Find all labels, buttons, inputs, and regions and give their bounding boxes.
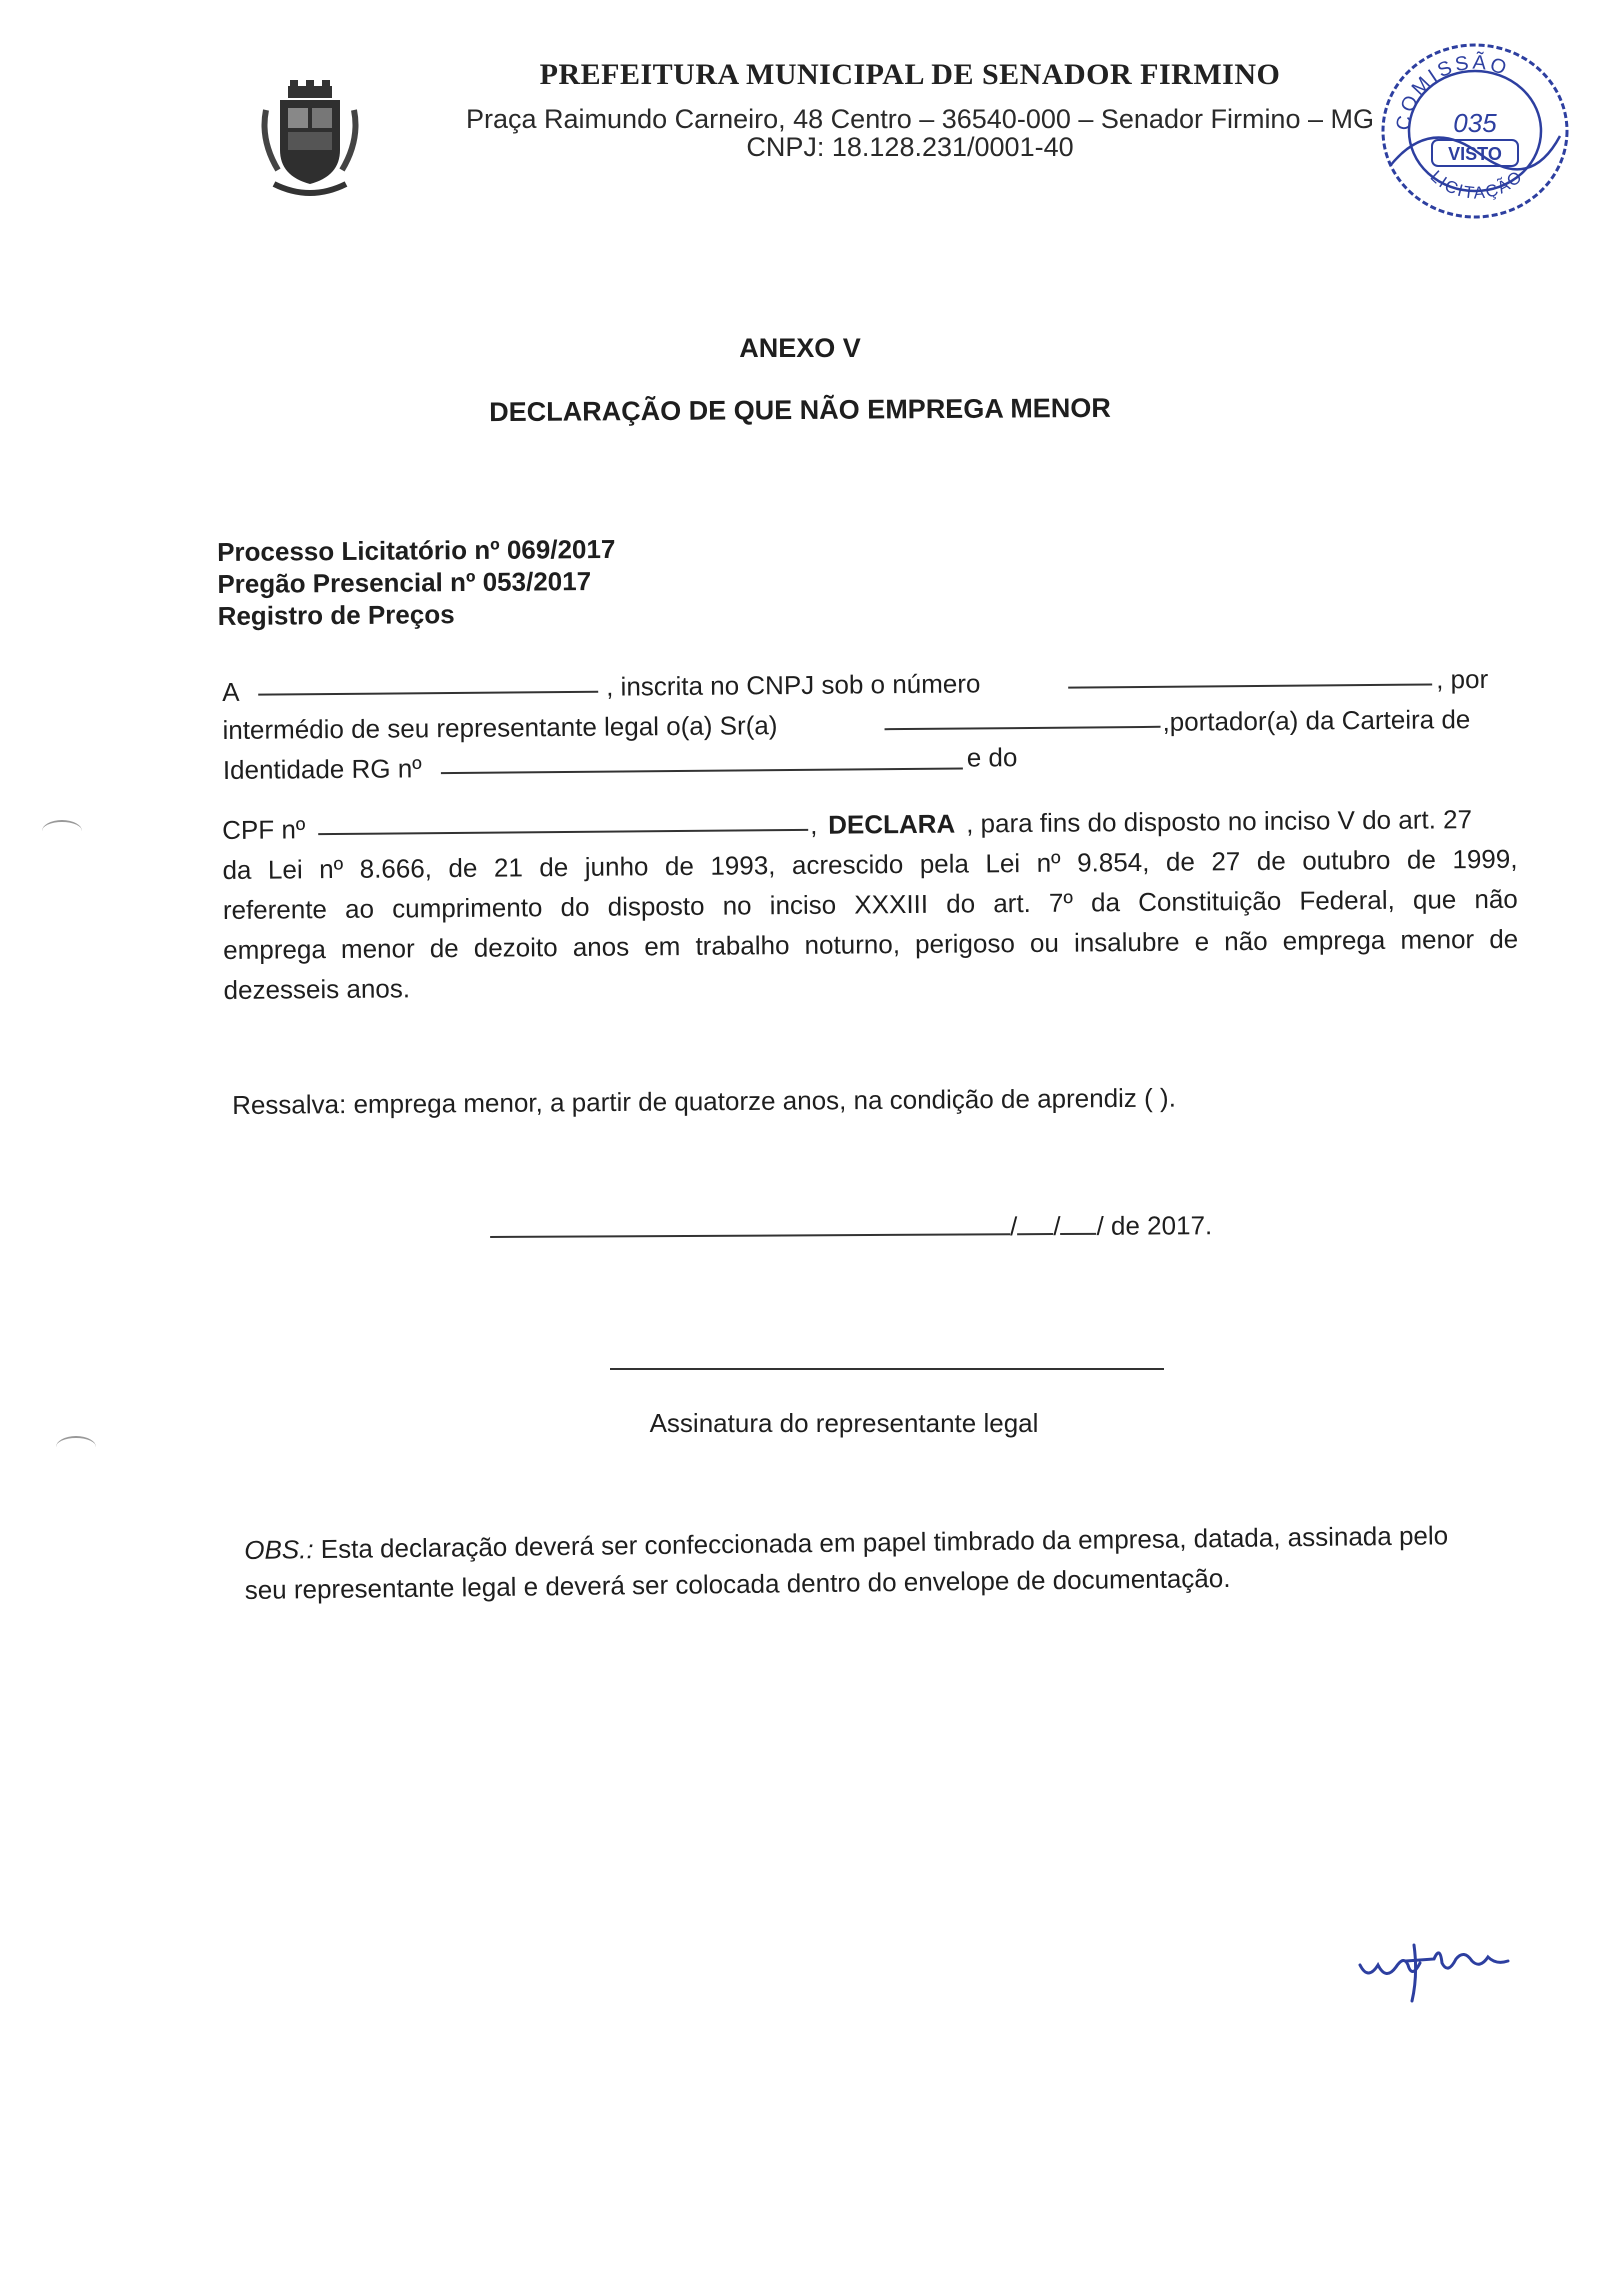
obs-text: Esta declaração deverá ser confeccionada em papel timbrado da empresa, datada, assinada pelo (313, 1520, 1449, 1565)
stamp-number: 035 (1453, 108, 1497, 138)
date-line (490, 1208, 1212, 1245)
handwritten-initials (1356, 1935, 1536, 2005)
scan-margin-mark (42, 820, 82, 842)
process-number: Processo Licitatório nº 069/2017 (217, 533, 616, 567)
text-emprega-menor: emprega menor de dezoito anos em trabalho noturno, perigoso ou insalubre e não emprega menor de (223, 923, 1519, 965)
text-constituicao: referente ao cumprimento do disposto no inciso XXXIII do art. 7º da Constituição Federal, que não (222, 883, 1518, 925)
text-dezesseis: dezesseis anos. (223, 973, 411, 1005)
month-field[interactable] (1060, 1209, 1096, 1235)
registro-precos: Registro de Preços (217, 599, 455, 631)
obs-note (244, 1514, 1545, 1610)
company-name-field[interactable] (258, 667, 598, 696)
process-info (217, 533, 616, 632)
text-comma: , (810, 809, 818, 840)
day-field[interactable] (1017, 1209, 1053, 1235)
date-sep-2: / (1053, 1211, 1061, 1242)
stamp-top-text: COMISSÃO (1392, 51, 1512, 132)
signature-line[interactable] (610, 1368, 1164, 1370)
text-intermedio: intermédio de seu representante legal o(a) Sr(a) (222, 710, 778, 745)
signature-label: Assinatura do representante legal (649, 1408, 1039, 1438)
annex-title: ANEXO V (739, 333, 861, 363)
declaration-title: DECLARAÇÃO DE QUE NÃO EMPREGA MENOR (489, 392, 1111, 428)
scan-margin-mark (56, 1436, 96, 1458)
header-org-name: PREFEITURA MUNICIPAL DE SENADOR FIRMINO (539, 58, 1281, 91)
ressalva-text: Ressalva: emprega menor, a partir de quatorze anos, na condição de aprendiz ( ). (232, 1082, 1176, 1120)
text-a: A (222, 676, 240, 707)
text-e-do: e do (966, 742, 1018, 773)
text-portador: ,portador(a) da Carteira de (1162, 704, 1471, 737)
text-declara-rest: , para fins do disposto no inciso V do art. 27 (966, 804, 1473, 839)
text-por: , por (1435, 663, 1489, 695)
commission-stamp-icon (1370, 36, 1580, 226)
municipal-coat-of-arms-icon (258, 80, 362, 204)
header-cnpj: CNPJ: 18.128.231/0001-40 (746, 132, 1074, 162)
stamp-middle-text: VISTO (1448, 144, 1502, 164)
text-identidade: Identidade RG nº (222, 753, 422, 785)
cpf-field[interactable] (318, 805, 808, 835)
pregao-number: Pregão Presencial nº 053/2017 (217, 566, 592, 599)
date-year: / de 2017. (1096, 1210, 1213, 1241)
declaration-paragraph-1 (222, 659, 1523, 790)
obs-label: OBS.: (244, 1534, 314, 1565)
declaration-paragraph-2 (222, 799, 1524, 1010)
obs-text-2: seu representante legal e deverá ser colocada dentro do envelope de documentação. (244, 1562, 1231, 1605)
text-cpf: CPF nº (222, 814, 306, 845)
place-field[interactable] (490, 1209, 1010, 1238)
text-declara: DECLARA (828, 808, 956, 840)
stamp-bottom-text: LICITAÇÃO (1426, 166, 1528, 203)
representative-name-field[interactable] (884, 702, 1160, 730)
cnpj-field[interactable] (1068, 659, 1432, 688)
date-sep-1: / (1010, 1211, 1018, 1242)
svg-text:LICITAÇÃO (1427, 166, 1527, 203)
text-inscrita: , inscrita no CNPJ sob o número (606, 668, 981, 702)
header-address: Praça Raimundo Carneiro, 48 Centro – 36540-000 – Senador Firmino – MG (466, 104, 1374, 134)
text-lei-8666: da Lei nº 8.666, de 21 de junho de 1993, acrescido pela Lei nº 9.854, de 27 de outubro de 1999, (222, 843, 1518, 885)
rg-field[interactable] (441, 744, 963, 775)
